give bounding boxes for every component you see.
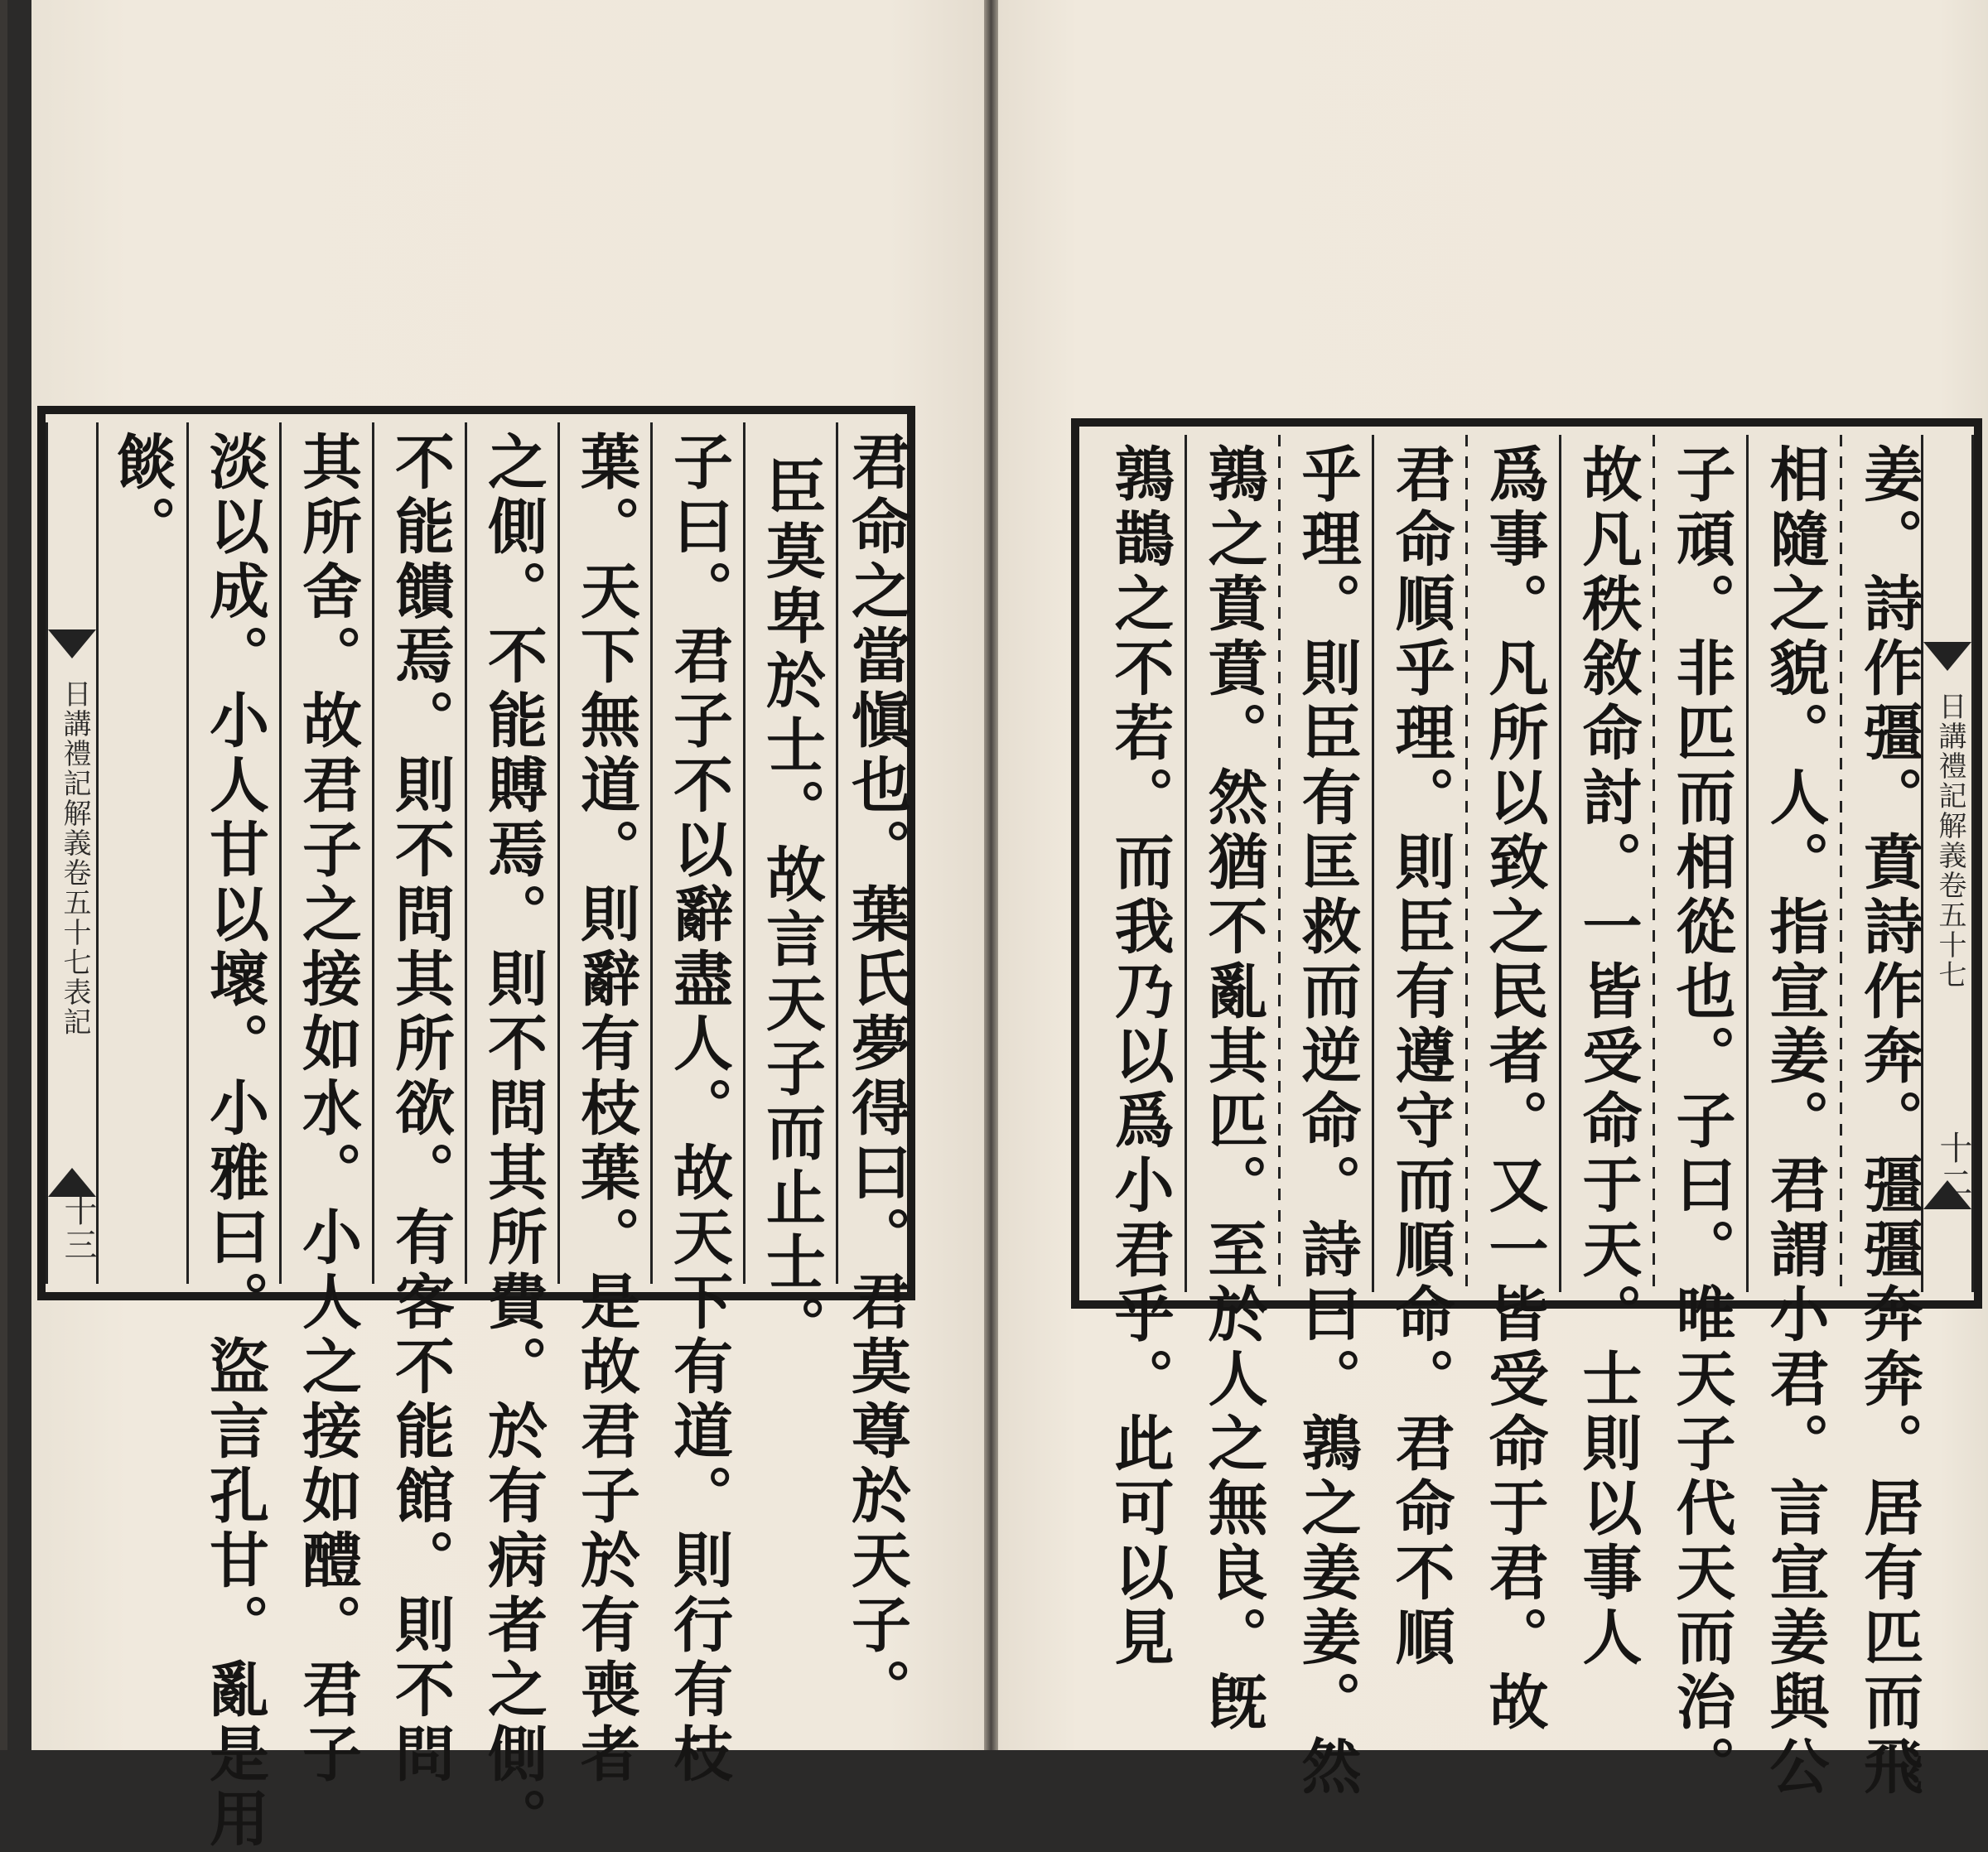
column-text: 子曰。君子不以辭盡人。故天下有道。則行有枝 bbox=[663, 431, 734, 1787]
column-text: 其所舍。故君子之接如水。小人之接如醴。君子 bbox=[292, 431, 363, 1787]
text-column bbox=[839, 431, 914, 1723]
column-rule bbox=[1840, 435, 1842, 1292]
text-column bbox=[1843, 443, 1934, 1800]
right-page-number: 十二 bbox=[1934, 1131, 1972, 1200]
column-rule bbox=[279, 422, 282, 1284]
column-text: 不能饋焉。則不問其所欲。有客不能館。則不問 bbox=[385, 431, 456, 1787]
column-rule bbox=[1465, 435, 1468, 1292]
text-column bbox=[97, 431, 186, 1276]
column-text: 之側。不能賻焉。則不問其所費。於有病者之側。 bbox=[478, 431, 548, 1852]
text-column bbox=[1562, 443, 1653, 1671]
text-column bbox=[1281, 443, 1372, 1800]
column-text: 鶉鵲之不若。而我乃以爲小君乎。此可以見 bbox=[1104, 443, 1175, 1671]
column-text: 姜。詩作彊。賁詩作奔。彊彊奔奔。居有匹而飛 bbox=[1854, 443, 1924, 1800]
book-gutter bbox=[984, 0, 998, 1750]
text-column bbox=[1188, 443, 1278, 1735]
column-text: 君命之當愼也。葉氏夢得曰。君莫尊於天子。 bbox=[842, 431, 912, 1723]
fishtail-lower-icon bbox=[48, 1168, 96, 1197]
text-column bbox=[190, 431, 279, 1852]
text-column bbox=[1749, 443, 1840, 1800]
column-rule bbox=[1185, 435, 1187, 1292]
column-rule bbox=[1559, 435, 1561, 1292]
column-rule bbox=[650, 422, 653, 1284]
text-column bbox=[654, 431, 743, 1787]
column-rule bbox=[1278, 435, 1281, 1292]
column-rule bbox=[743, 422, 746, 1284]
column-rule bbox=[836, 422, 838, 1284]
left-margin-label: 日講禮記解義卷五十七表記 bbox=[58, 679, 91, 1037]
right-text-frame bbox=[1071, 418, 1982, 1800]
column-text: 相隨之貌。人。指宣姜。君謂小君。言宣姜與公 bbox=[1759, 443, 1831, 1800]
column-text: 餤。 bbox=[107, 431, 177, 560]
left-page-margin-column bbox=[46, 422, 99, 1284]
text-column bbox=[1469, 443, 1559, 1735]
text-column bbox=[468, 431, 557, 1852]
text-column bbox=[1656, 443, 1746, 1800]
text-column bbox=[1375, 443, 1465, 1671]
text-column bbox=[1094, 443, 1185, 1671]
column-text: 君命順乎理。則臣有遵守而順命。君命不順 bbox=[1385, 443, 1456, 1671]
column-rule bbox=[1746, 435, 1749, 1292]
column-text: 鶉之賁賁。然猶不亂其匹。至於人之無良。旣 bbox=[1198, 443, 1269, 1735]
left-page-number: 十三 bbox=[59, 1193, 97, 1262]
column-text: 葉。天下無道。則辭有枝葉。是故君子於有喪者 bbox=[571, 431, 641, 1787]
column-text: 淡以成。小人甘以壞。小雅曰。盜言孔甘。亂是用 bbox=[200, 431, 270, 1852]
text-column bbox=[561, 431, 650, 1787]
text-column bbox=[282, 431, 372, 1787]
column-rule bbox=[557, 422, 560, 1284]
left-edge bbox=[0, 0, 7, 1750]
column-text: 臣莫卑於士。故言天子而止士。 bbox=[756, 456, 827, 1360]
left-text-frame bbox=[37, 406, 915, 1852]
fishtail-upper-icon bbox=[48, 629, 96, 658]
column-text: 乎理。則臣有匡救而逆命。詩曰。鶉之姜姜。然 bbox=[1291, 443, 1363, 1800]
column-rule bbox=[186, 422, 189, 1284]
column-rule bbox=[465, 422, 467, 1284]
column-rule bbox=[1653, 435, 1655, 1292]
right-margin-label: 日講禮記解義卷五十七 bbox=[1933, 692, 1966, 990]
text-column bbox=[746, 431, 836, 1360]
text-column bbox=[375, 431, 465, 1787]
column-text: 子頑。非匹而相從也。子曰。唯天子代天而治。 bbox=[1666, 443, 1737, 1800]
column-text: 爲事。凡所以致之民者。又一皆受命于君。故 bbox=[1479, 443, 1550, 1735]
column-rule bbox=[1372, 435, 1374, 1292]
column-text: 故凡秩敘命討。一皆受命于天。士則以事人 bbox=[1572, 443, 1643, 1671]
column-rule bbox=[372, 422, 374, 1284]
